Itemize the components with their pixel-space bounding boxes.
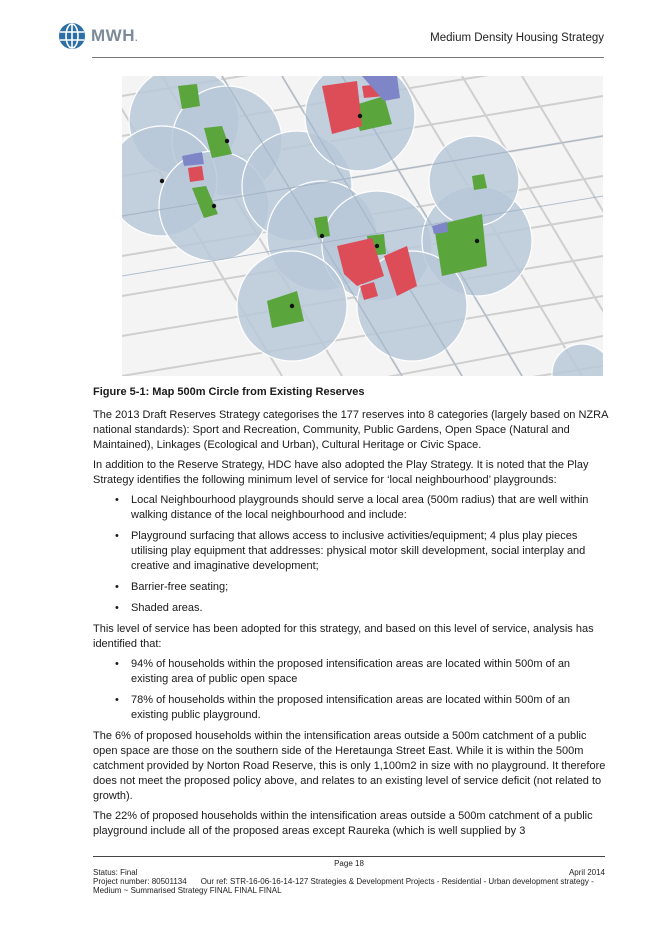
page-header	[0, 0, 656, 62]
reference-text-continued: Medium ~ Summarised Strategy FINAL FINAL FINAL	[93, 886, 282, 895]
project-number: Project number: 80501134	[93, 877, 187, 886]
globe-logo-icon	[58, 22, 86, 50]
page-number: Page 18	[334, 859, 364, 868]
figure-caption: Figure 5-1: Map 500m Circle from Existing Reserves	[93, 386, 365, 398]
paragraph: The 6% of proposed households within the intensification areas outside a 500m catchment of a public open space are those on the southern side of the Heretaunga Street East. While it is within the 500m catchment provided by Norton Road Reserve, this is only 1,100m2 in size with no playground. It therefore does not meet the proposed policy above, and relates to an existing level of service deficit (not related to growth).	[93, 730, 606, 802]
list-item: • Playground surfacing that allows access to inclusive activities/equipment; 4 plus play pieces utilising play equipment that addresses: physical motor skill development, social interplay and creative and imaginative development;	[93, 529, 608, 574]
list-item: • 78% of households within the proposed intensification areas are located within 500m of an existing public playground.	[93, 693, 608, 723]
logo-text: MWH.	[91, 26, 138, 45]
paragraph: The 22% of proposed households within the intensification areas outside a 500m catchment of a public playground include all of the proposed areas except Raureka (which is well supplied by 3	[93, 810, 593, 837]
list-item: • Barrier-free seating;	[93, 580, 608, 595]
document-title: Medium Density Housing Strategy	[430, 32, 604, 44]
header-divider	[92, 57, 604, 58]
list-item: • Local Neighbourhood playgrounds should serve a local area (500m radius) that are well within walking distance of the local neighbourhood and include:	[93, 493, 608, 523]
list-item: • Shaded areas.	[93, 601, 608, 616]
date-text: April 2014	[568, 868, 605, 877]
map-graphic	[122, 76, 603, 376]
list-item: • 94% of households within the proposed intensification areas are located within 500m of an existing area of public open space	[93, 657, 608, 687]
body-text	[93, 385, 608, 844]
mwh-logo	[58, 22, 138, 50]
reference-text: Our ref: STR-16-06-16-14-127 Strategies & Development Projects - Residential - Urban development strategy -	[200, 877, 594, 886]
bullet-list	[93, 493, 608, 616]
paragraph: This level of service has been adopted for this strategy, and based on this level of service, analysis has identified that:	[93, 623, 594, 650]
status-text: Status: Final	[93, 868, 138, 877]
paragraph: In addition to the Reserve Strategy, HDC have also adopted the Play Strategy. It is noted that the Play Strategy identifies the following minimum level of service for ‘local neighbourhood’ playgrounds:	[93, 459, 589, 486]
bullet-list	[93, 657, 608, 723]
paragraph: The 2013 Draft Reserves Strategy categorises the 177 reserves into 8 categories (largely based on NZRA national standards): Sport and Recreation, Community, Public Gardens, Open Space (Natural and Maintained), Linkages (Ecological and Urban), Cultural Heritage or Civic Space.	[93, 409, 608, 451]
reserve-catchment-map	[122, 76, 603, 376]
footer-divider	[93, 856, 605, 857]
page-footer	[93, 856, 605, 895]
